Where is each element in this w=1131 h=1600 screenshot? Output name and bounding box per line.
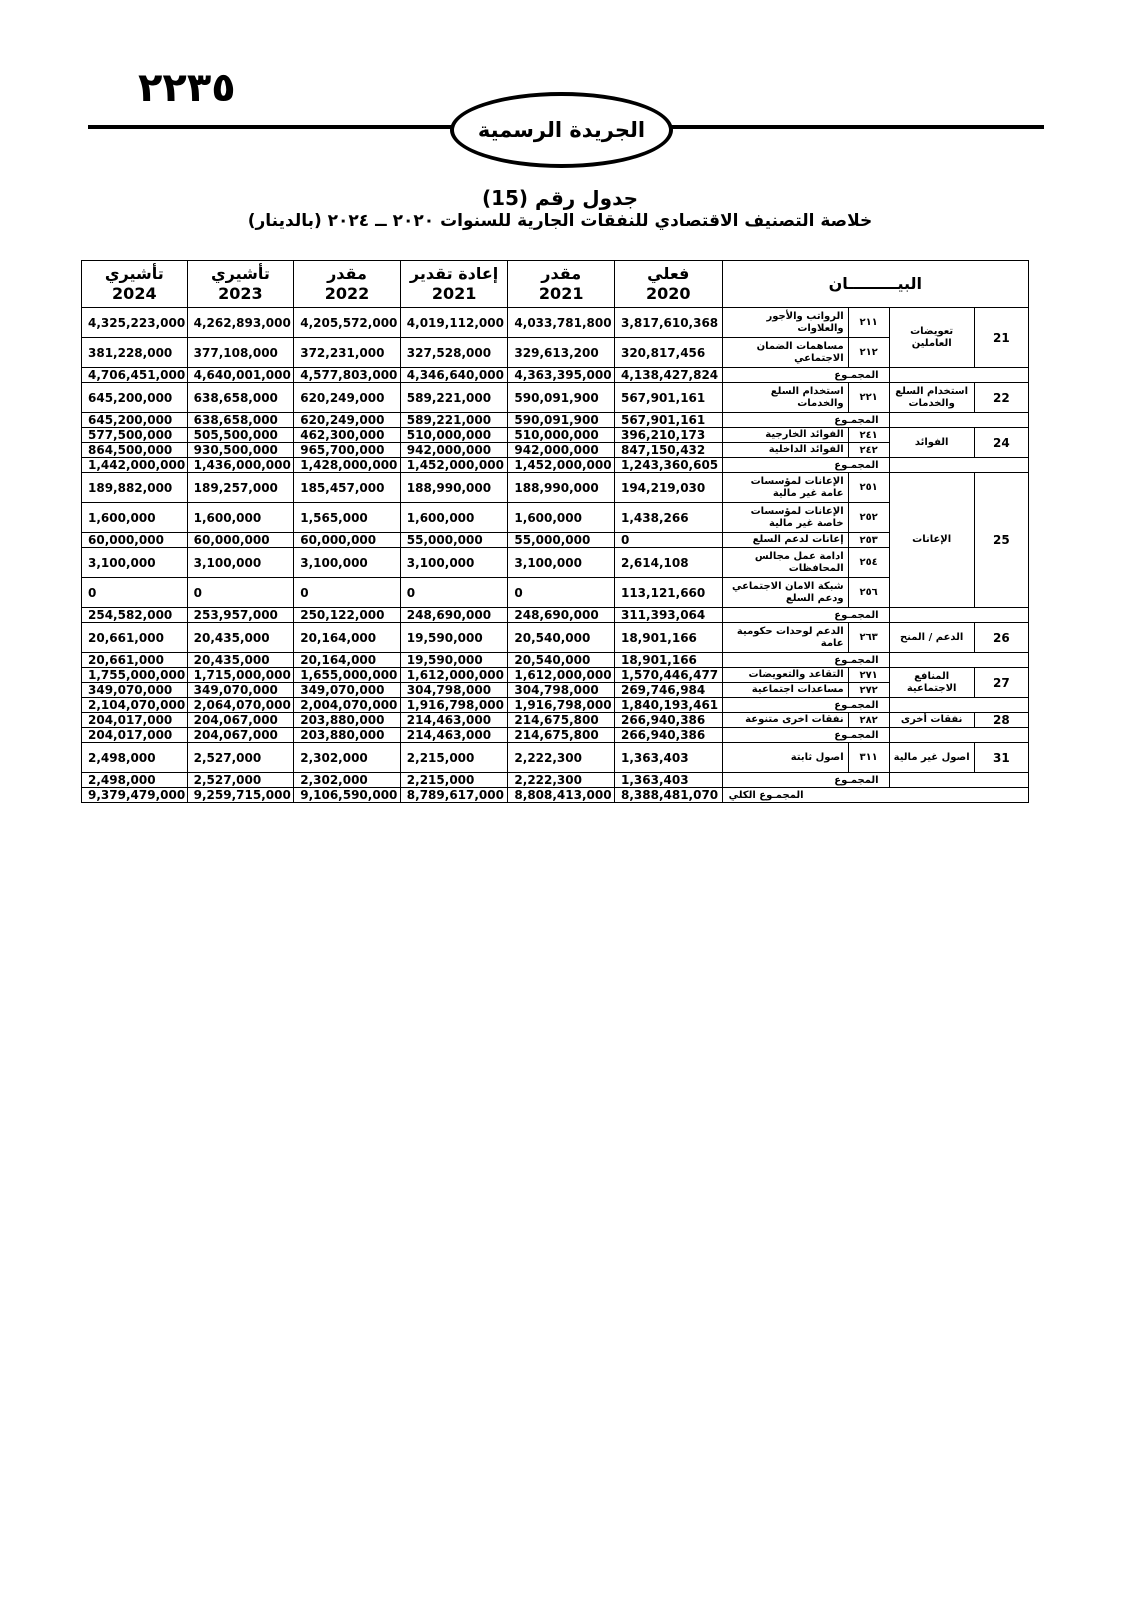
value-cell: 3,100,000 bbox=[294, 548, 401, 578]
table-title: خلاصة التصنيف الاقتصادي للنفقات الجارية للسنوات ٢٠٢٠ ــ ٢٠٢٤ (بالدينار) bbox=[247, 211, 873, 231]
value-cell: 567,901,161 bbox=[614, 383, 722, 413]
blank-cell bbox=[889, 458, 1028, 473]
total-value: 248,690,000 bbox=[508, 608, 615, 623]
value-cell: 381,228,000 bbox=[82, 338, 188, 368]
item-description: إعانات لدعم السلع bbox=[722, 533, 848, 548]
value-cell: 1,612,000,000 bbox=[400, 668, 508, 683]
page-number: ٢٢٣٥ bbox=[138, 65, 236, 111]
item-description: الرواتب والأجور والعلاوات bbox=[722, 308, 848, 338]
value-cell: 2,527,000 bbox=[187, 743, 294, 773]
value-cell: 620,249,000 bbox=[294, 383, 401, 413]
total-label: المجمـوع bbox=[722, 413, 889, 428]
value-cell: 1,600,000 bbox=[82, 503, 188, 533]
value-cell: 189,257,000 bbox=[187, 473, 294, 503]
total-label: المجمـوع bbox=[722, 608, 889, 623]
table-row bbox=[82, 443, 1029, 458]
value-cell: 2,302,000 bbox=[294, 743, 401, 773]
value-cell: 266,940,386 bbox=[614, 713, 722, 728]
total-row bbox=[82, 728, 1029, 743]
value-cell: 55,000,000 bbox=[508, 533, 615, 548]
value-cell: 3,100,000 bbox=[187, 548, 294, 578]
value-cell: 204,067,000 bbox=[187, 713, 294, 728]
value-cell: 19,590,000 bbox=[400, 623, 508, 653]
total-value: 4,640,001,000 bbox=[187, 368, 294, 383]
total-value: 204,067,000 bbox=[187, 728, 294, 743]
blank-cell bbox=[889, 728, 1028, 743]
section-number: 24 bbox=[974, 428, 1028, 458]
section-number: 27 bbox=[974, 668, 1028, 698]
item-code: ٢٥١ bbox=[848, 473, 889, 503]
item-description: الإعانات لمؤسسات عامة غير مالية bbox=[722, 473, 848, 503]
value-cell: 269,746,984 bbox=[614, 683, 722, 698]
item-code: ٢٧١ bbox=[848, 668, 889, 683]
table-number: جدول رقم (15) bbox=[481, 186, 639, 210]
value-cell: 942,000,000 bbox=[400, 443, 508, 458]
value-cell: 1,655,000,000 bbox=[294, 668, 401, 683]
table-row bbox=[82, 668, 1029, 683]
value-cell: 304,798,000 bbox=[508, 683, 615, 698]
value-cell: 60,000,000 bbox=[294, 533, 401, 548]
total-row bbox=[82, 608, 1029, 623]
item-description: استخدام السلع والخدمات bbox=[722, 383, 848, 413]
value-cell: 2,498,000 bbox=[82, 743, 188, 773]
value-cell: 20,540,000 bbox=[508, 623, 615, 653]
grand-total-value: 9,259,715,000 bbox=[187, 788, 294, 803]
table-row bbox=[82, 428, 1029, 443]
item-description: الفوائد الداخلية bbox=[722, 443, 848, 458]
item-description: اصول ثابتة bbox=[722, 743, 848, 773]
year-header-2021-est: مقدر 2021 bbox=[508, 261, 615, 308]
total-value: 2,104,070,000 bbox=[82, 698, 188, 713]
total-label: المجمـوع bbox=[722, 698, 889, 713]
value-cell: 377,108,000 bbox=[187, 338, 294, 368]
total-value: 204,017,000 bbox=[82, 728, 188, 743]
section-name: تعويضات العاملين bbox=[889, 308, 974, 368]
item-code: ٣١١ bbox=[848, 743, 889, 773]
value-cell: 3,100,000 bbox=[508, 548, 615, 578]
total-value: 1,428,000,000 bbox=[294, 458, 401, 473]
section-name: المنافع الاجتماعية bbox=[889, 668, 974, 698]
item-description: نفقات اخرى متنوعة bbox=[722, 713, 848, 728]
header-row bbox=[82, 261, 1029, 308]
section-name: اصول غير مالية bbox=[889, 743, 974, 773]
table-row bbox=[82, 578, 1029, 608]
total-value: 1,452,000,000 bbox=[400, 458, 508, 473]
value-cell: 4,205,572,000 bbox=[294, 308, 401, 338]
section-number: 28 bbox=[974, 713, 1028, 728]
item-code: ٢١٢ bbox=[848, 338, 889, 368]
total-value: 20,435,000 bbox=[187, 653, 294, 668]
value-cell: 965,700,000 bbox=[294, 443, 401, 458]
item-description: ادامة عمل مجالس المحافظات bbox=[722, 548, 848, 578]
value-cell: 214,675,800 bbox=[508, 713, 615, 728]
value-cell: 20,164,000 bbox=[294, 623, 401, 653]
value-cell: 589,221,000 bbox=[400, 383, 508, 413]
item-code: ٢٥٦ bbox=[848, 578, 889, 608]
table-row bbox=[82, 713, 1029, 728]
item-description: الإعانات لمؤسسات خاصة غير مالية bbox=[722, 503, 848, 533]
section-number: 26 bbox=[974, 623, 1028, 653]
value-cell: 0 bbox=[294, 578, 401, 608]
value-cell: 1,600,000 bbox=[508, 503, 615, 533]
year-header-2023: تأشيري 2023 bbox=[187, 261, 294, 308]
total-value: 2,222,300 bbox=[508, 773, 615, 788]
total-value: 2,302,000 bbox=[294, 773, 401, 788]
total-value: 567,901,161 bbox=[614, 413, 722, 428]
blank-cell bbox=[889, 368, 1028, 383]
table-row bbox=[82, 548, 1029, 578]
value-cell: 0 bbox=[82, 578, 188, 608]
total-value: 18,901,166 bbox=[614, 653, 722, 668]
expenditure-table bbox=[81, 260, 1029, 803]
total-value: 1,243,360,605 bbox=[614, 458, 722, 473]
total-value: 214,675,800 bbox=[508, 728, 615, 743]
value-cell: 638,658,000 bbox=[187, 383, 294, 413]
item-code: ٢٢١ bbox=[848, 383, 889, 413]
value-cell: 189,882,000 bbox=[82, 473, 188, 503]
value-cell: 60,000,000 bbox=[187, 533, 294, 548]
blank-cell bbox=[889, 608, 1028, 623]
value-cell: 4,019,112,000 bbox=[400, 308, 508, 338]
item-description: مساعدات اجتماعية bbox=[722, 683, 848, 698]
item-description: التقاعد والتعويضات bbox=[722, 668, 848, 683]
value-cell: 1,438,266 bbox=[614, 503, 722, 533]
total-row bbox=[82, 698, 1029, 713]
value-cell: 4,325,223,000 bbox=[82, 308, 188, 338]
section-name: الإعانات bbox=[889, 473, 974, 608]
value-cell: 204,017,000 bbox=[82, 713, 188, 728]
value-cell: 55,000,000 bbox=[400, 533, 508, 548]
total-label: المجمـوع bbox=[722, 368, 889, 383]
value-cell: 864,500,000 bbox=[82, 443, 188, 458]
table-row bbox=[82, 338, 1029, 368]
total-value: 19,590,000 bbox=[400, 653, 508, 668]
blank-cell bbox=[889, 698, 1028, 713]
table-row bbox=[82, 533, 1029, 548]
section-number: 22 bbox=[974, 383, 1028, 413]
total-value: 1,452,000,000 bbox=[508, 458, 615, 473]
table-caption bbox=[200, 186, 920, 232]
value-cell: 505,500,000 bbox=[187, 428, 294, 443]
value-cell: 1,600,000 bbox=[187, 503, 294, 533]
total-value: 254,582,000 bbox=[82, 608, 188, 623]
gazette-name: الجريدة الرسمية bbox=[477, 118, 646, 142]
blank-cell bbox=[889, 653, 1028, 668]
item-description: مساهمات الضمان الاجتماعي bbox=[722, 338, 848, 368]
total-value: 620,249,000 bbox=[294, 413, 401, 428]
item-code: ٢٦٣ bbox=[848, 623, 889, 653]
section-name: الفوائد bbox=[889, 428, 974, 458]
total-value: 1,916,798,000 bbox=[508, 698, 615, 713]
section-number: 25 bbox=[974, 473, 1028, 608]
value-cell: 1,565,000 bbox=[294, 503, 401, 533]
total-value: 253,957,000 bbox=[187, 608, 294, 623]
blank-cell bbox=[889, 773, 1028, 788]
total-value: 1,442,000,000 bbox=[82, 458, 188, 473]
value-cell: 2,215,000 bbox=[400, 743, 508, 773]
section-number: 31 bbox=[974, 743, 1028, 773]
total-value: 1,840,193,461 bbox=[614, 698, 722, 713]
total-label: المجمـوع bbox=[722, 653, 889, 668]
total-label: المجمـوع bbox=[722, 458, 889, 473]
total-value: 2,498,000 bbox=[82, 773, 188, 788]
value-cell: 0 bbox=[400, 578, 508, 608]
section-name: استخدام السلع والخدمات bbox=[889, 383, 974, 413]
value-cell: 3,817,610,368 bbox=[614, 308, 722, 338]
total-value: 589,221,000 bbox=[400, 413, 508, 428]
section-name: الدعم / المنح bbox=[889, 623, 974, 653]
gazette-masthead bbox=[450, 92, 673, 168]
value-cell: 304,798,000 bbox=[400, 683, 508, 698]
description-header: البيـــــــــان bbox=[722, 261, 1028, 308]
section-name: نفقات أخرى bbox=[889, 713, 974, 728]
total-value: 2,527,000 bbox=[187, 773, 294, 788]
value-cell: 462,300,000 bbox=[294, 428, 401, 443]
total-value: 311,393,064 bbox=[614, 608, 722, 623]
total-value: 4,138,427,824 bbox=[614, 368, 722, 383]
value-cell: 327,528,000 bbox=[400, 338, 508, 368]
value-cell: 590,091,900 bbox=[508, 383, 615, 413]
value-cell: 203,880,000 bbox=[294, 713, 401, 728]
total-value: 266,940,386 bbox=[614, 728, 722, 743]
grand-total-row bbox=[82, 788, 1029, 803]
section-number: 21 bbox=[974, 308, 1028, 368]
total-value: 203,880,000 bbox=[294, 728, 401, 743]
item-code: ٢٤١ bbox=[848, 428, 889, 443]
value-cell: 396,210,173 bbox=[614, 428, 722, 443]
value-cell: 194,219,030 bbox=[614, 473, 722, 503]
value-cell: 1,715,000,000 bbox=[187, 668, 294, 683]
value-cell: 4,033,781,800 bbox=[508, 308, 615, 338]
value-cell: 3,100,000 bbox=[82, 548, 188, 578]
year-header-2022: مقدر 2022 bbox=[294, 261, 401, 308]
total-value: 590,091,900 bbox=[508, 413, 615, 428]
year-header-2021-rev: إعادة تقدير 2021 bbox=[400, 261, 508, 308]
value-cell: 185,457,000 bbox=[294, 473, 401, 503]
total-value: 4,346,640,000 bbox=[400, 368, 508, 383]
value-cell: 930,500,000 bbox=[187, 443, 294, 458]
value-cell: 1,570,446,477 bbox=[614, 668, 722, 683]
total-value: 2,064,070,000 bbox=[187, 698, 294, 713]
value-cell: 349,070,000 bbox=[187, 683, 294, 698]
table-row bbox=[82, 623, 1029, 653]
value-cell: 1,363,403 bbox=[614, 743, 722, 773]
value-cell: 188,990,000 bbox=[400, 473, 508, 503]
grand-total-label: المجمـوع الكلي bbox=[722, 788, 1028, 803]
item-code: ٢٧٢ bbox=[848, 683, 889, 698]
blank-cell bbox=[889, 413, 1028, 428]
value-cell: 20,661,000 bbox=[82, 623, 188, 653]
total-label: المجمـوع bbox=[722, 728, 889, 743]
value-cell: 60,000,000 bbox=[82, 533, 188, 548]
total-value: 645,200,000 bbox=[82, 413, 188, 428]
total-value: 2,004,070,000 bbox=[294, 698, 401, 713]
value-cell: 0 bbox=[187, 578, 294, 608]
total-row bbox=[82, 653, 1029, 668]
value-cell: 3,100,000 bbox=[400, 548, 508, 578]
value-cell: 2,222,300 bbox=[508, 743, 615, 773]
value-cell: 577,500,000 bbox=[82, 428, 188, 443]
total-value: 2,215,000 bbox=[400, 773, 508, 788]
total-row bbox=[82, 413, 1029, 428]
year-header-2020: فعلي 2020 bbox=[614, 261, 722, 308]
value-cell: 1,755,000,000 bbox=[82, 668, 188, 683]
value-cell: 372,231,000 bbox=[294, 338, 401, 368]
total-label: المجمـوع bbox=[722, 773, 889, 788]
table-body bbox=[82, 308, 1029, 803]
year-header-2024: تأشيري 2024 bbox=[82, 261, 188, 308]
item-code: ٢٥٣ bbox=[848, 533, 889, 548]
value-cell: 349,070,000 bbox=[294, 683, 401, 698]
item-code: ٢٤٢ bbox=[848, 443, 889, 458]
table-row bbox=[82, 683, 1029, 698]
value-cell: 1,600,000 bbox=[400, 503, 508, 533]
total-row bbox=[82, 368, 1029, 383]
grand-total-value: 9,106,590,000 bbox=[294, 788, 401, 803]
table-row bbox=[82, 308, 1029, 338]
item-description: الدعم لوحدات حكومية عامة bbox=[722, 623, 848, 653]
item-description: شبكة الامان الاجتماعي ودعم السلع bbox=[722, 578, 848, 608]
total-value: 20,540,000 bbox=[508, 653, 615, 668]
total-value: 4,706,451,000 bbox=[82, 368, 188, 383]
value-cell: 214,463,000 bbox=[400, 713, 508, 728]
total-value: 20,164,000 bbox=[294, 653, 401, 668]
total-value: 1,363,403 bbox=[614, 773, 722, 788]
value-cell: 18,901,166 bbox=[614, 623, 722, 653]
value-cell: 510,000,000 bbox=[508, 428, 615, 443]
value-cell: 2,614,108 bbox=[614, 548, 722, 578]
value-cell: 0 bbox=[508, 578, 615, 608]
item-code: ٢٨٢ bbox=[848, 713, 889, 728]
value-cell: 942,000,000 bbox=[508, 443, 615, 458]
value-cell: 329,613,200 bbox=[508, 338, 615, 368]
value-cell: 847,150,432 bbox=[614, 443, 722, 458]
item-code: ٢١١ bbox=[848, 308, 889, 338]
total-value: 1,916,798,000 bbox=[400, 698, 508, 713]
item-code: ٢٥٢ bbox=[848, 503, 889, 533]
total-row bbox=[82, 773, 1029, 788]
table-row bbox=[82, 503, 1029, 533]
item-description: الفوائد الخارجية bbox=[722, 428, 848, 443]
table-row bbox=[82, 473, 1029, 503]
value-cell: 188,990,000 bbox=[508, 473, 615, 503]
total-value: 214,463,000 bbox=[400, 728, 508, 743]
total-value: 638,658,000 bbox=[187, 413, 294, 428]
value-cell: 645,200,000 bbox=[82, 383, 188, 413]
table-row bbox=[82, 743, 1029, 773]
table-row bbox=[82, 383, 1029, 413]
grand-total-value: 8,388,481,070 bbox=[614, 788, 722, 803]
grand-total-value: 9,379,479,000 bbox=[82, 788, 188, 803]
value-cell: 349,070,000 bbox=[82, 683, 188, 698]
total-value: 1,436,000,000 bbox=[187, 458, 294, 473]
total-value: 4,577,803,000 bbox=[294, 368, 401, 383]
total-value: 4,363,395,000 bbox=[508, 368, 615, 383]
value-cell: 113,121,660 bbox=[614, 578, 722, 608]
grand-total-value: 8,808,413,000 bbox=[508, 788, 615, 803]
item-code: ٢٥٤ bbox=[848, 548, 889, 578]
total-value: 250,122,000 bbox=[294, 608, 401, 623]
value-cell: 4,262,893,000 bbox=[187, 308, 294, 338]
value-cell: 0 bbox=[614, 533, 722, 548]
total-row bbox=[82, 458, 1029, 473]
total-value: 20,661,000 bbox=[82, 653, 188, 668]
value-cell: 320,817,456 bbox=[614, 338, 722, 368]
value-cell: 20,435,000 bbox=[187, 623, 294, 653]
total-value: 248,690,000 bbox=[400, 608, 508, 623]
value-cell: 1,612,000,000 bbox=[508, 668, 615, 683]
value-cell: 510,000,000 bbox=[400, 428, 508, 443]
grand-total-value: 8,789,617,000 bbox=[400, 788, 508, 803]
